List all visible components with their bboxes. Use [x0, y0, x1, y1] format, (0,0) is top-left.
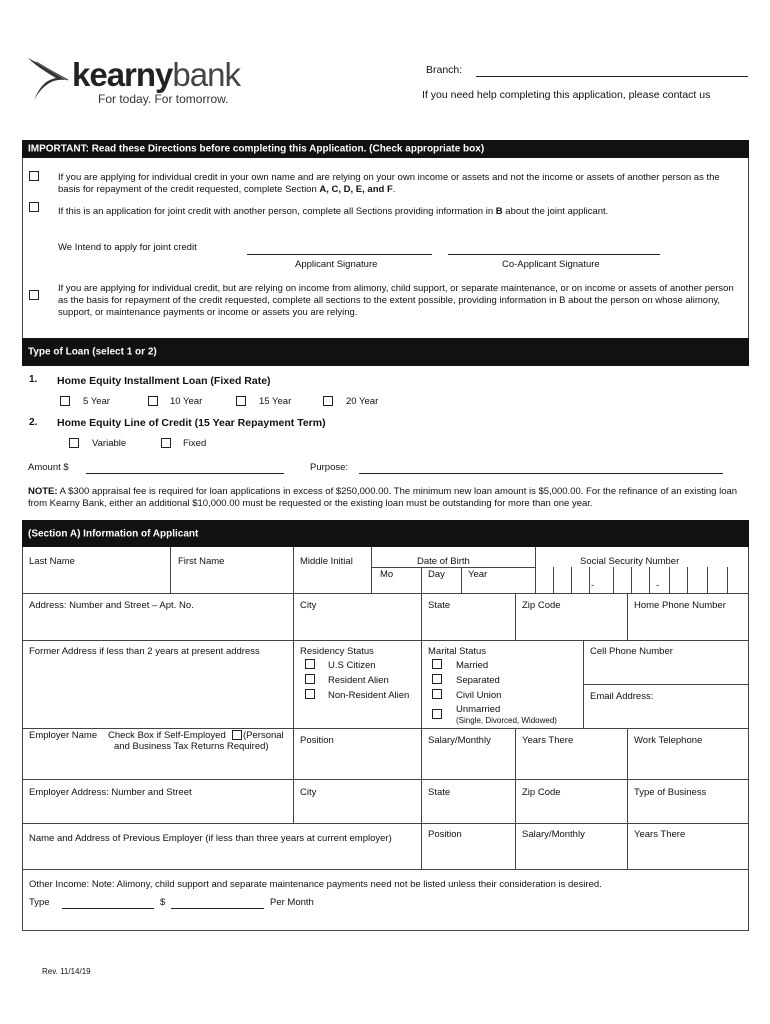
prev-position-label: Position [428, 829, 462, 840]
other-income-type-field[interactable] [62, 908, 154, 909]
former-address-label: Former Address if less than 2 years at present address [29, 646, 260, 657]
direction-option-2: If this is an application for joint credit with another person, complete all Sections providing information in B about the joint applicant. [58, 206, 609, 217]
amount-field[interactable] [86, 473, 284, 474]
individual-other-income-checkbox[interactable] [29, 290, 39, 300]
employer-zip-label: Zip Code [522, 787, 561, 798]
address-label: Address: Number and Street – Apt. No. [29, 600, 194, 611]
joint-credit-checkbox[interactable] [29, 202, 39, 212]
ssn-dash-1: - [591, 580, 595, 591]
term-15-year-checkbox[interactable] [236, 396, 246, 406]
direction-option-3: If you are applying for individual credit, but are relying on income from alimony, child support, or separate maintenance, or on income or assets of another person as the basis for repayment of the credit requested, complete all sections to the extent possible, providing information in B about the person on whose alimony, support, or maintenance payments or income or assets you are relying. [58, 283, 734, 318]
fixed-label: Fixed [183, 438, 207, 449]
term-10-year-checkbox[interactable] [148, 396, 158, 406]
personal-label: (Personal [243, 730, 284, 741]
middle-initial-label: Middle Initial [300, 556, 353, 567]
kearny-swoosh-icon [26, 56, 70, 102]
variable-label: Variable [92, 438, 127, 449]
loan-type-header: Type of Loan (select 1 or 2) [22, 338, 749, 366]
other-income-label: Other Income: Note: Alimony, child support and separate maintenance payments need not be listed unless their consideration is desired. [29, 879, 602, 890]
prev-employer-label: Name and Address of Previous Employer (if less than three years at current employer) [29, 833, 392, 844]
joint-intend-label: We Intend to apply for joint credit [58, 242, 197, 253]
loan-note: NOTE: A $300 appraisal fee is required for loan applications in excess of $250,000.00. The minimum new loan amount is $5,000.00. For the refinance of an existing loan from Kearny Bank, either an additional $10,000.00 must be requested or the existing loan must be outstanding for more than one year. [28, 486, 738, 509]
type-business-label: Type of Business [634, 787, 707, 798]
option-1-number: 1. [29, 374, 38, 385]
residency-label: Residency Status [300, 646, 374, 657]
dollar-label: $ [160, 897, 166, 908]
coapplicant-signature-field[interactable] [448, 254, 660, 255]
unmarried-label: Unmarried [456, 704, 501, 715]
prev-salary-label: Salary/Monthly [522, 829, 585, 840]
coapplicant-signature-label: Co-Applicant Signature [502, 259, 600, 270]
us-citizen-checkbox[interactable] [305, 659, 315, 669]
resident-alien-label: Resident Alien [328, 675, 389, 686]
tax-returns-label: and Business Tax Returns Required) [114, 741, 269, 752]
employer-state-label: State [428, 787, 451, 798]
heloc-title: Home Equity Line of Credit (15 Year Repayment Term) [57, 417, 326, 429]
amount-label: Amount $ [28, 462, 69, 473]
position-label: Position [300, 735, 334, 746]
work-telephone-label: Work Telephone [634, 735, 703, 746]
dob-year-label: Year [468, 569, 488, 580]
first-name-label: First Name [178, 556, 225, 567]
salary-label: Salary/Monthly [428, 735, 491, 746]
resident-alien-checkbox[interactable] [305, 674, 315, 684]
help-text: If you need help completing this application, please contact us [422, 89, 711, 101]
city-label: City [300, 600, 317, 611]
type-label: Type [29, 897, 50, 908]
tagline: For today. For tomorrow. [98, 92, 229, 106]
non-resident-alien-label: Non-Resident Alien [328, 690, 410, 701]
applicant-signature-label: Applicant Signature [295, 259, 378, 270]
employer-name-label: Employer Name [29, 730, 98, 741]
purpose-label: Purpose: [310, 462, 349, 473]
last-name-label: Last Name [29, 556, 75, 567]
dob-label: Date of Birth [417, 556, 470, 567]
individual-credit-checkbox[interactable] [29, 171, 39, 181]
logo [26, 56, 246, 106]
purpose-field[interactable] [359, 473, 723, 474]
prev-years-label: Years There [634, 829, 686, 840]
ssn-label: Social Security Number [580, 556, 680, 567]
section-a-header: (Section A) Information of Applicant [22, 520, 749, 547]
separated-label: Separated [456, 675, 500, 686]
state-label: State [428, 600, 451, 611]
zip-label: Zip Code [522, 600, 561, 611]
employer-address-label: Employer Address: Number and Street [29, 787, 192, 798]
fixed-rate-title: Home Equity Installment Loan (Fixed Rate) [57, 375, 271, 387]
term-5-year-checkbox[interactable] [60, 396, 70, 406]
brand-bold: kearny [72, 56, 173, 93]
option-2-number: 2. [29, 417, 38, 428]
ssn-dash-2: - [656, 580, 660, 591]
self-employed-checkbox[interactable] [232, 730, 242, 740]
variable-checkbox[interactable] [69, 438, 79, 448]
applicant-signature-field[interactable] [247, 254, 432, 255]
term-15-year-label: 15 Year [259, 396, 292, 407]
direction-option-1: If you are applying for individual credit in your own name and are relying on your own income or assets and not the income or assets of another person as the basis for repayment of the credit requested, complete Section A, C, D, E, and F. [58, 172, 720, 195]
term-20-year-checkbox[interactable] [323, 396, 333, 406]
home-phone-label: Home Phone Number [634, 600, 726, 611]
married-checkbox[interactable] [432, 659, 442, 669]
per-month-label: Per Month [270, 897, 314, 908]
dob-mo-label: Mo [380, 569, 394, 580]
married-label: Married [456, 660, 489, 671]
directions-header: IMPORTANT: Read these Directions before completing this Application. (Check appropriate box) [22, 140, 749, 158]
brand-light: bank [172, 56, 240, 93]
email-label: Email Address: [590, 691, 654, 702]
employer-city-label: City [300, 787, 317, 798]
term-20-year-label: 20 Year [346, 396, 379, 407]
branch-label: Branch: [426, 64, 463, 76]
fixed-checkbox[interactable] [161, 438, 171, 448]
dob-day-label: Day [428, 569, 445, 580]
branch-field[interactable] [476, 76, 748, 77]
non-resident-alien-checkbox[interactable] [305, 689, 315, 699]
term-5-year-label: 5 Year [83, 396, 110, 407]
cell-phone-label: Cell Phone Number [590, 646, 673, 657]
term-10-year-label: 10 Year [170, 396, 203, 407]
marital-label: Marital Status [428, 646, 487, 657]
self-employed-label: Check Box if Self-Employed [108, 730, 226, 741]
other-income-amount-field[interactable] [171, 908, 264, 909]
revision-date: Rev. 11/14/19 [42, 967, 91, 976]
unmarried-checkbox[interactable] [432, 709, 442, 719]
civil-union-checkbox[interactable] [432, 689, 442, 699]
us-citizen-label: U.S Citizen [328, 660, 376, 671]
civil-union-label: Civil Union [456, 690, 502, 701]
years-there-label: Years There [522, 735, 574, 746]
separated-checkbox[interactable] [432, 674, 442, 684]
unmarried-note: (Single, Divorced, Widowed) [456, 716, 557, 725]
